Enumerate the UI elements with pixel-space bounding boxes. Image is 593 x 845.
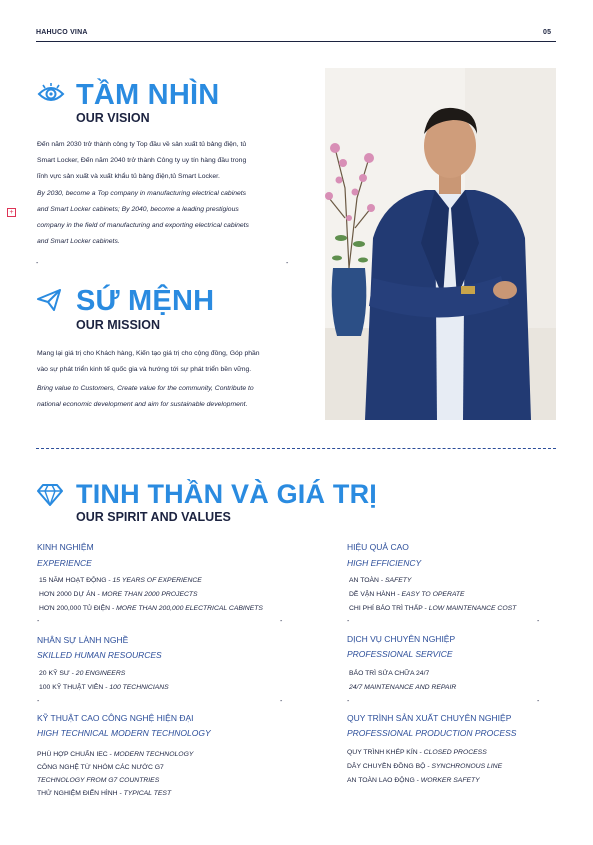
value-category-en: PROFESSIONAL PRODUCTION PROCESS bbox=[347, 728, 517, 738]
value-item: QUY TRÌNH KHÉP KÍN - CLOSED PROCESS bbox=[347, 749, 487, 756]
vision-text-en: By 2030, become a Top company in manufacturing electrical cabinets and Smart Locker cabinets; By 2040, become a leading prestigious company in the field of manufacturing and exporting electrical cabinets and Smart Locker cabinets. bbox=[37, 190, 249, 245]
section-separator bbox=[36, 448, 556, 449]
vision-title: TẦM NHÌN bbox=[76, 79, 220, 111]
divider-mark: - bbox=[280, 698, 283, 705]
value-item: HƠN 2000 DỰ ÁN - MORE THAN 2000 PROJECTS bbox=[39, 591, 198, 598]
value-item: HƠN 200,000 TỦ ĐIỆN - MORE THAN 200,000 ELECTRICAL CABINETS bbox=[39, 605, 263, 612]
company-name: HAHUCO VINA bbox=[36, 29, 88, 36]
value-item: CHI PHÍ BẢO TRÌ THẤP - LOW MAINTENANCE COST bbox=[349, 605, 517, 612]
value-category-en: PROFESSIONAL SERVICE bbox=[347, 649, 453, 659]
divider-mark: - bbox=[37, 618, 40, 625]
header-rule bbox=[36, 41, 556, 42]
value-item: 100 KỸ THUẬT VIÊN - 100 TECHNICIANS bbox=[39, 684, 169, 691]
diamond-icon bbox=[36, 484, 64, 511]
value-category-en: HIGH EFFICIENCY bbox=[347, 558, 422, 568]
divider-mark: - bbox=[537, 618, 540, 625]
vision-text-vi: Đến năm 2030 trở thành công ty Top đầu về sản xuất tủ bảng điện, tủ Smart Locker, Đến năm 2040 trở thành Công ty uy tín hàng đầu trong lĩnh vực sản xuất và xuất khẩu tủ bảng điện,tủ Smart Locker. bbox=[37, 141, 247, 180]
page-number: 05 bbox=[543, 29, 552, 36]
value-category-en: HIGH TECHNICAL MODERN TECHNOLOGY bbox=[37, 728, 211, 738]
divider-mark: - bbox=[537, 698, 540, 705]
value-category-vi: NHÂN SỰ LÀNH NGHỀ bbox=[37, 635, 129, 645]
paper-plane-icon bbox=[37, 289, 61, 316]
divider-mark: - bbox=[347, 618, 350, 625]
mission-subtitle: OUR MISSION bbox=[76, 318, 161, 332]
value-item: THỬ NGHIỆM ĐIỂN HÌNH - TYPICAL TEST bbox=[37, 790, 172, 797]
executive-portrait bbox=[325, 68, 556, 420]
value-item: 24/7 MAINTENANCE AND REPAIR bbox=[349, 684, 457, 691]
value-category-vi: DỊCH VỤ CHUYÊN NGHIỆP bbox=[347, 634, 456, 644]
value-item: TECHNOLOGY FROM G7 COUNTRIES bbox=[37, 777, 160, 784]
value-category-vi: KINH NGHIỆM bbox=[37, 542, 94, 552]
divider-mark: - bbox=[280, 618, 283, 625]
values-title: TINH THẦN VÀ GIÁ TRỊ bbox=[76, 479, 377, 509]
mission-title: SỨ MỆNH bbox=[76, 285, 215, 317]
value-item: 20 KỸ SƯ - 20 ENGINEERS bbox=[39, 670, 126, 677]
divider-mark: - bbox=[36, 260, 39, 267]
divider-mark: - bbox=[286, 260, 289, 267]
values-subtitle: OUR SPIRIT AND VALUES bbox=[76, 510, 231, 524]
value-item: 15 NĂM HOẠT ĐỘNG - 15 YEARS OF EXPERIENCE bbox=[39, 577, 202, 584]
value-item: DÂY CHUYỀN ĐỒNG BỘ - SYNCHRONOUS LINE bbox=[347, 763, 503, 770]
value-category-vi: HIỆU QUẢ CAO bbox=[347, 542, 409, 552]
value-category-vi: QUY TRÌNH SẢN XUẤT CHUYÊN NGHIỆP bbox=[347, 713, 512, 723]
mission-text-en: Bring value to Customers, Create value for the community, Contribute to national economic development and aim for sustainable development. bbox=[37, 385, 254, 408]
value-category-vi: KỸ THUẬT CAO CÔNG NGHỆ HIỆN ĐẠI bbox=[37, 713, 194, 723]
value-item: BẢO TRÌ SỬA CHỮA 24/7 bbox=[349, 670, 430, 677]
mission-text-vi: Mang lại giá trị cho Khách hàng, Kiến tạo giá trị cho cộng đồng, Góp phần vào sự phát triển kinh tế quốc gia và hướng tới sự phát triển bền vững. bbox=[37, 350, 260, 373]
value-item: AN TOÀN - SAFETY bbox=[349, 577, 412, 584]
value-category-en: SKILLED HUMAN RESOURCES bbox=[37, 650, 162, 660]
value-item: DỄ VẬN HÀNH - EASY TO OPERATE bbox=[349, 591, 465, 598]
vision-subtitle: OUR VISION bbox=[76, 111, 150, 125]
divider-mark: - bbox=[37, 698, 40, 705]
margin-plus-icon: + bbox=[7, 208, 16, 217]
value-item: CÔNG NGHỆ TỪ NHÓM CÁC NƯỚC G7 bbox=[37, 764, 164, 771]
value-item: PHÙ HỢP CHUẨN IEC - MODERN TECHNOLOGY bbox=[37, 751, 194, 758]
eye-icon bbox=[37, 82, 65, 111]
value-item: AN TOÀN LAO ĐỘNG - WORKER SAFETY bbox=[347, 777, 480, 784]
divider-mark: - bbox=[347, 698, 350, 705]
value-category-en: EXPERIENCE bbox=[37, 558, 92, 568]
